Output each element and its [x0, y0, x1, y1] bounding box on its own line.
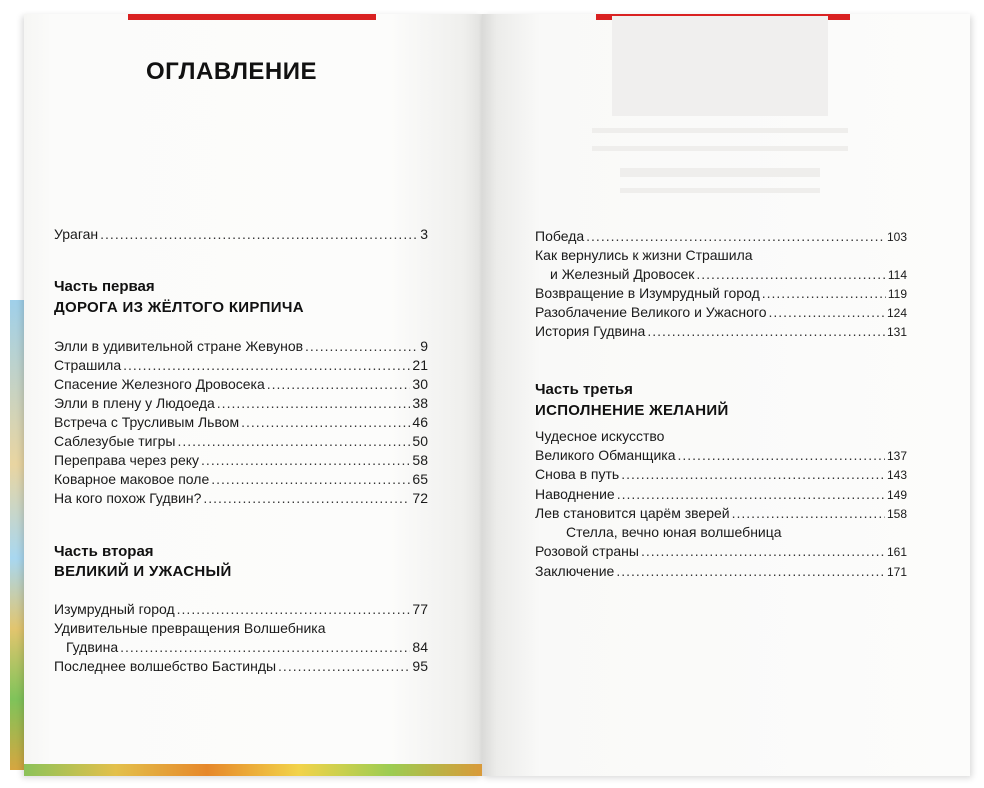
toc-entry-page: 9 — [420, 338, 428, 354]
toc-leader-dots — [217, 393, 411, 413]
toc-leader-dots — [278, 656, 410, 676]
page-title: ОГЛАВЛЕНИЕ — [146, 58, 318, 85]
toc-entry-title: Элли в удивительной стране Жевунов — [54, 338, 304, 354]
toc-entry[interactable] — [535, 302, 907, 322]
toc-entry[interactable] — [54, 450, 428, 470]
toc-entry[interactable] — [54, 355, 428, 375]
toc-entry-page: 84 — [412, 639, 428, 655]
toc-leader-dots — [647, 321, 885, 341]
toc-entry-title: Последнее волшебство Бастинды — [54, 658, 277, 674]
part-label: Часть первая — [54, 278, 155, 295]
toc-entry-title-line: Чудесное искусство — [535, 428, 665, 444]
toc-entry-page: 131 — [886, 325, 907, 339]
toc-entry-title: Победа — [535, 228, 585, 244]
toc-entry[interactable] — [550, 264, 907, 284]
toc-entry-title: Коварное маковое поле — [54, 471, 210, 487]
toc-leader-dots — [211, 469, 410, 489]
toc-entry-title: Наводнение — [535, 486, 615, 502]
toc-entry-page: 58 — [412, 452, 428, 468]
toc-leader-dots — [732, 503, 885, 523]
toc-entry-page: 46 — [412, 414, 428, 430]
page-edge-illustration — [10, 300, 24, 770]
toc-entry-title: Розовой страны — [535, 543, 639, 559]
toc-entry[interactable] — [535, 464, 907, 484]
toc-entry-page: 50 — [412, 433, 428, 449]
toc-leader-dots — [177, 431, 410, 451]
toc-entry-title-line: Удивительные превращения Волшебника — [54, 620, 326, 636]
toc-entry[interactable] — [535, 226, 907, 246]
toc-entry-title: Разоблачение Великого и Ужасного — [535, 304, 767, 320]
toc-entry-title: Великого Обманщика — [535, 447, 676, 463]
show-through-line — [620, 188, 820, 193]
toc-entry[interactable] — [535, 321, 907, 341]
toc-entry-page: 30 — [412, 376, 428, 392]
toc-entry[interactable] — [535, 503, 907, 523]
toc-leader-dots — [696, 264, 885, 284]
toc-leader-dots — [641, 541, 885, 561]
toc-leader-dots — [305, 336, 418, 356]
toc-entry-page: 161 — [886, 545, 907, 559]
toc-entry[interactable] — [535, 541, 907, 561]
toc-entry-title-line: Стелла, вечно юная волшебница — [566, 524, 782, 540]
toc-entry-page: 143 — [886, 468, 907, 482]
toc-leader-dots — [617, 484, 885, 504]
toc-leader-dots — [267, 374, 411, 394]
toc-entry[interactable] — [54, 488, 428, 508]
toc-leader-dots — [621, 464, 885, 484]
toc-entry-title: Встреча с Трусливым Львом — [54, 414, 240, 430]
toc-entry-page: 149 — [886, 488, 907, 502]
show-through-line — [592, 128, 848, 133]
toc-entry-title: Саблезубые тигры — [54, 433, 176, 449]
toc-entry-title: На кого похож Гудвин? — [54, 490, 202, 506]
toc-entry-page: 114 — [887, 268, 907, 282]
part-label: Часть вторая — [54, 543, 154, 560]
toc-leader-dots — [123, 355, 410, 375]
toc-entry-page: 103 — [886, 230, 907, 244]
toc-entry-title-line: Как вернулись к жизни Страшила — [535, 247, 753, 263]
toc-entry-title: Гудвина — [66, 639, 119, 655]
toc-entry-page: 3 — [420, 226, 428, 242]
toc-entry-page: 95 — [412, 658, 428, 674]
toc-entry-title: Переправа через реку — [54, 452, 200, 468]
toc-leader-dots — [177, 599, 411, 619]
toc-entry[interactable] — [535, 283, 907, 303]
toc-entry[interactable] — [535, 561, 907, 581]
show-through-block — [612, 16, 828, 116]
cover-illustration-strip — [24, 764, 482, 776]
toc-entry-title: Страшила — [54, 357, 122, 373]
toc-entry[interactable] — [54, 224, 428, 244]
part-name: ДОРОГА ИЗ ЖЁЛТОГО КИРПИЧА — [54, 299, 304, 316]
toc-entry-title: Элли в плену у Людоеда — [54, 395, 215, 411]
toc-entry[interactable] — [54, 412, 428, 432]
toc-entry-page: 119 — [887, 287, 907, 301]
toc-entry-title: Возвращение в Изумрудный город — [535, 285, 760, 301]
toc-entry-page: 77 — [412, 601, 428, 617]
toc-entry[interactable] — [54, 431, 428, 451]
toc-entry-title: Лев становится царём зверей — [535, 505, 730, 521]
toc-entry[interactable] — [54, 336, 428, 356]
toc-entry[interactable] — [535, 445, 907, 465]
toc-entry-page: 38 — [412, 395, 428, 411]
toc-entry-page: 21 — [412, 357, 428, 373]
toc-leader-dots — [120, 637, 410, 657]
part-label: Часть третья — [535, 381, 633, 398]
toc-entry-page: 72 — [412, 490, 428, 506]
toc-leader-dots — [241, 412, 410, 432]
toc-entry-title: Ураган — [54, 226, 99, 242]
toc-entry[interactable] — [54, 393, 428, 413]
toc-entry-page: 137 — [886, 449, 907, 463]
toc-entry-title: и Железный Дровосек — [550, 266, 695, 282]
part-name: ВЕЛИКИЙ И УЖАСНЫЙ — [54, 563, 232, 580]
toc-leader-dots — [203, 488, 410, 508]
toc-leader-dots — [586, 226, 885, 246]
toc-entry-title: Снова в путь — [535, 466, 620, 482]
toc-entry-title: Заключение — [535, 563, 615, 579]
toc-leader-dots — [762, 283, 886, 303]
toc-leader-dots — [100, 224, 418, 244]
toc-entry[interactable] — [54, 656, 428, 676]
toc-leader-dots — [201, 450, 410, 470]
toc-entry[interactable] — [54, 599, 428, 619]
toc-entry-title: Спасение Железного Дровосека — [54, 376, 265, 392]
ribbon-bookmark-left — [128, 14, 376, 20]
show-through-line — [620, 168, 820, 177]
toc-entry[interactable] — [535, 484, 907, 504]
toc-entry-page: 171 — [886, 565, 907, 579]
toc-entry-page: 124 — [886, 306, 907, 320]
toc-entry[interactable] — [66, 637, 428, 657]
part-name: ИСПОЛНЕНИЕ ЖЕЛАНИЙ — [535, 402, 729, 419]
toc-leader-dots — [768, 302, 884, 322]
toc-leader-dots — [616, 561, 885, 581]
toc-entry-page: 158 — [886, 507, 907, 521]
toc-leader-dots — [678, 445, 885, 465]
show-through-line — [592, 146, 848, 151]
toc-entry-page: 65 — [412, 471, 428, 487]
toc-entry[interactable] — [54, 469, 428, 489]
toc-entry[interactable] — [54, 374, 428, 394]
toc-entry-title: Изумрудный город — [54, 601, 175, 617]
toc-entry-title: История Гудвина — [535, 323, 646, 339]
